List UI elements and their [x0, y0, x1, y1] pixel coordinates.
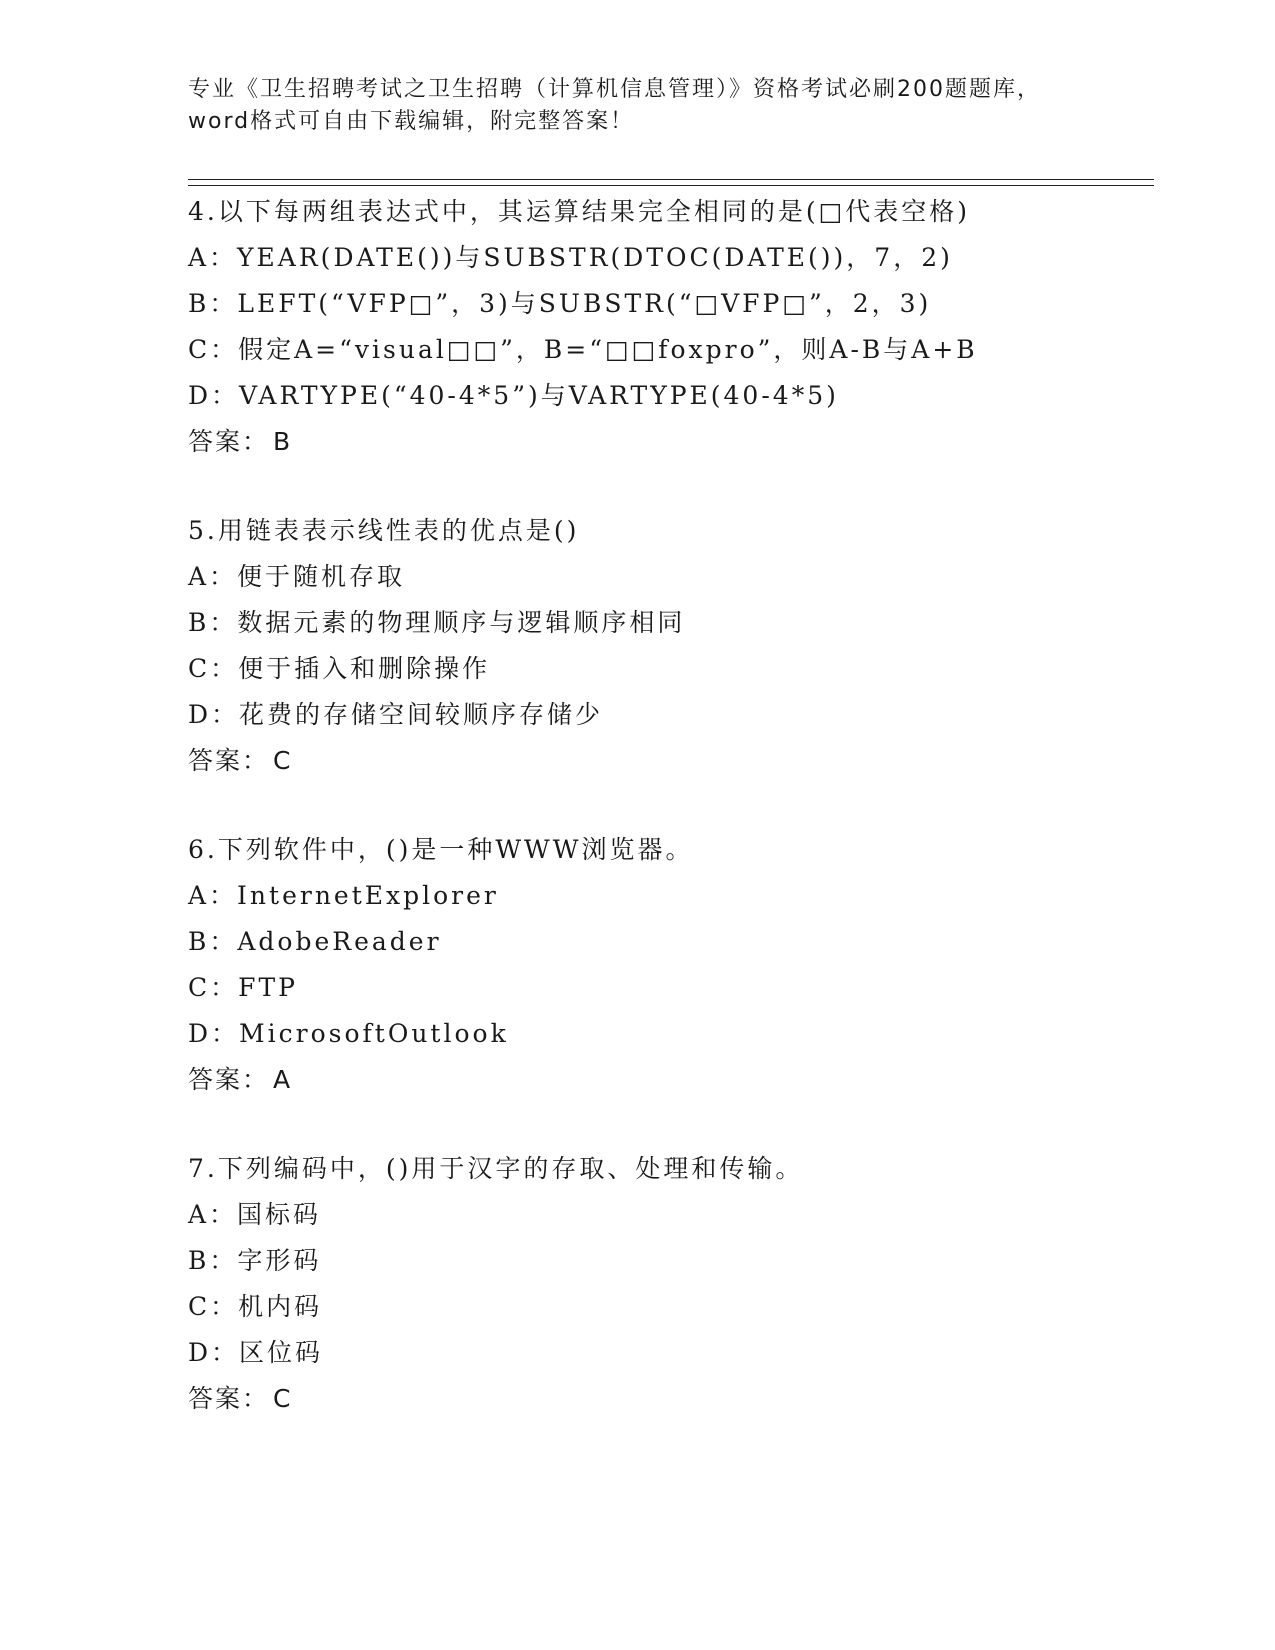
option-c: C：假定A=“visual□□”，B=“□□foxpro”，则A-B与A+B	[188, 335, 978, 364]
option-b: B：字形码	[188, 1246, 322, 1275]
answer-value: A	[273, 1065, 293, 1094]
header-divider-bottom	[188, 185, 1154, 186]
option-a: A：国标码	[188, 1200, 322, 1229]
option-d: D：花费的存储空间较顺序存储少	[188, 700, 604, 729]
option-c: C：机内码	[188, 1292, 323, 1321]
option-a: A：YEAR(DATE())与SUBSTR(DTOC(DATE())，7，2)	[188, 243, 953, 272]
question-stem: 5.用链表表示线性表的优点是()	[188, 516, 580, 545]
option-c: C：FTP	[188, 973, 298, 1002]
question-7	[188, 1146, 1168, 1422]
option-b: B：数据元素的物理顺序与逻辑顺序相同	[188, 608, 686, 637]
answer-label: 答案：	[188, 746, 270, 775]
option-d: D：区位码	[188, 1338, 324, 1367]
question-stem: 4.以下每两组表达式中，其运算结果完全相同的是(□代表空格)	[188, 197, 970, 226]
question-6	[188, 827, 1168, 1103]
answer-line	[188, 419, 1168, 465]
question-4	[188, 189, 1168, 465]
option-a: A：InternetExplorer	[188, 881, 499, 910]
answer-value: C	[273, 1384, 293, 1413]
answer-line	[188, 1376, 1168, 1422]
option-d: D：VARTYPE(“40-4*5”)与VARTYPE(40-4*5)	[188, 381, 839, 410]
option-b: B：LEFT(“VFP□”，3)与SUBSTR(“□VFP□”，2，3)	[188, 289, 932, 318]
header-line-2: word格式可自由下载编辑，附完整答案！	[188, 109, 635, 134]
question-5	[188, 508, 1168, 784]
answer-line	[188, 738, 1168, 784]
header-line-1: 专业《卫生招聘考试之卫生招聘（计算机信息管理）》资格考试必刷200题题库，	[188, 77, 1041, 102]
answer-label: 答案：	[188, 1065, 270, 1094]
question-stem: 7.下列编码中，()用于汉字的存取、处理和传输。	[188, 1154, 804, 1183]
document-header	[188, 74, 1088, 138]
option-d: D：MicrosoftOutlook	[188, 1019, 509, 1048]
answer-value: B	[273, 427, 293, 456]
answer-label: 答案：	[188, 1384, 270, 1413]
question-stem: 6.下列软件中，()是一种WWW浏览器。	[188, 835, 694, 864]
answer-value: C	[273, 746, 293, 775]
option-b: B：AdobeReader	[188, 927, 442, 956]
answer-line	[188, 1057, 1168, 1103]
option-a: A：便于随机存取	[188, 562, 406, 591]
option-c: C：便于插入和删除操作	[188, 654, 491, 683]
answer-label: 答案：	[188, 427, 270, 456]
header-divider-top	[188, 179, 1154, 180]
